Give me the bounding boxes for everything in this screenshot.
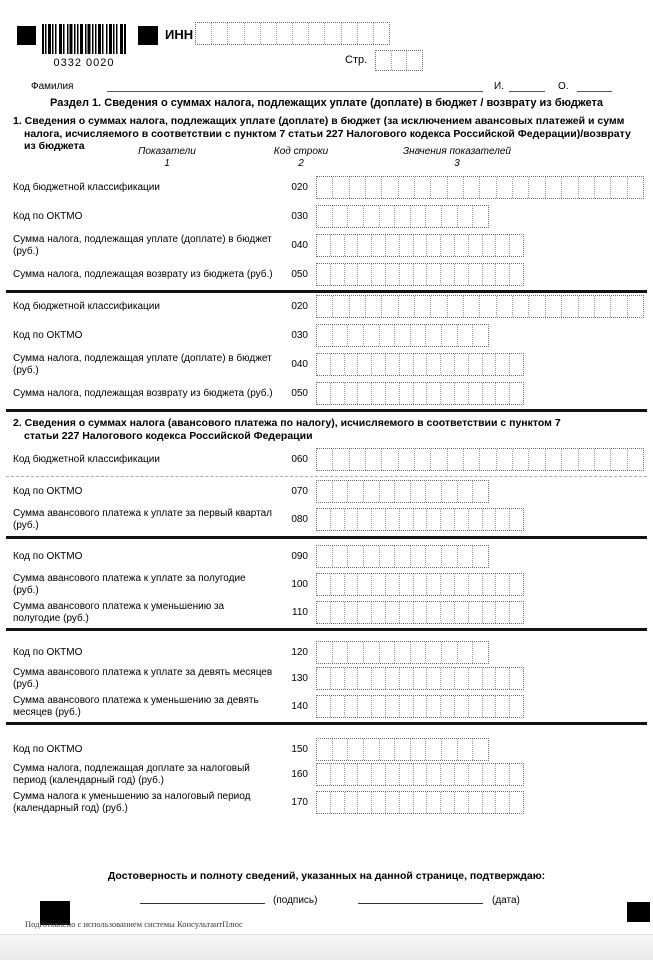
column-header-indicators: Показатели 1 bbox=[138, 146, 196, 169]
field-070[interactable] bbox=[316, 480, 489, 503]
row-code: 050 bbox=[291, 388, 308, 399]
row-label: Код бюджетной классификации bbox=[13, 300, 160, 312]
table-row bbox=[13, 763, 524, 786]
initial-i-label: И. bbox=[494, 81, 504, 92]
block-divider bbox=[6, 290, 647, 293]
field-110[interactable] bbox=[316, 601, 524, 624]
row-label: Сумма авансового платежа к уменьшению за полугодие (руб.) bbox=[13, 601, 225, 624]
row-code: 040 bbox=[291, 359, 308, 370]
block-divider bbox=[6, 536, 647, 539]
row-label: Код по ОКТМО bbox=[13, 550, 83, 562]
row-code: 070 bbox=[291, 486, 308, 497]
inn-label: ИНН bbox=[165, 27, 194, 42]
barcode bbox=[42, 24, 126, 54]
table-row bbox=[13, 324, 489, 347]
initial-o-input-line[interactable] bbox=[577, 91, 612, 92]
page-number-field[interactable] bbox=[375, 50, 423, 71]
dashed-divider bbox=[6, 476, 647, 477]
table-row bbox=[13, 205, 489, 228]
row-label: Сумма авансового платежа к уплате за первый квартал (руб.) bbox=[13, 508, 273, 531]
table-row bbox=[13, 448, 644, 471]
part2-heading: 2. Сведения о суммах налога (авансового платежа по налогу), исчисляемого в соответствии с пунктом 7 статьи 227 Налогового кодекса Российской Федерации bbox=[13, 417, 561, 442]
field-050-2[interactable] bbox=[316, 382, 524, 405]
row-code: 120 bbox=[291, 647, 308, 658]
row-label: Код бюджетной классификации bbox=[13, 181, 160, 193]
row-label: Код по ОКТМО bbox=[13, 743, 83, 755]
table-row bbox=[13, 353, 524, 376]
row-label: Сумма налога, подлежащая возврату из бюджета (руб.) bbox=[13, 387, 273, 399]
row-code: 020 bbox=[291, 182, 308, 193]
field-170[interactable] bbox=[316, 791, 524, 814]
row-code: 170 bbox=[291, 797, 308, 808]
row-code: 060 bbox=[291, 454, 308, 465]
row-label: Сумма налога, подлежащая возврату из бюджета (руб.) bbox=[13, 268, 273, 280]
row-code: 040 bbox=[291, 240, 308, 251]
registration-mark-top-left bbox=[17, 26, 36, 45]
signature-label: (подпись) bbox=[273, 895, 318, 906]
page-bottom-edge bbox=[0, 934, 653, 960]
row-label: Сумма налога, подлежащая уплате (доплате) в бюджет (руб.) bbox=[13, 353, 272, 376]
table-row bbox=[13, 641, 489, 664]
field-130[interactable] bbox=[316, 667, 524, 690]
field-150[interactable] bbox=[316, 738, 489, 761]
field-060[interactable] bbox=[316, 448, 644, 471]
row-label: Код по ОКТМО bbox=[13, 210, 83, 222]
table-row bbox=[13, 667, 524, 690]
row-code: 080 bbox=[291, 514, 308, 525]
field-080[interactable] bbox=[316, 508, 524, 531]
confirmation-statement: Достоверность и полноту сведений, указанных на данной странице, подтверждаю: bbox=[107, 870, 546, 882]
field-100[interactable] bbox=[316, 573, 524, 596]
table-row bbox=[13, 382, 524, 405]
column-header-line-code: Код строки 2 bbox=[273, 146, 329, 169]
row-code: 030 bbox=[291, 211, 308, 222]
row-label: Сумма налога к уменьшению за налоговый период (календарный год) (руб.) bbox=[13, 791, 251, 814]
field-140[interactable] bbox=[316, 695, 524, 718]
row-code: 110 bbox=[292, 607, 308, 618]
column-header-values: Значения показателей 3 bbox=[402, 146, 511, 169]
row-code: 150 bbox=[291, 744, 308, 755]
table-row bbox=[13, 601, 524, 624]
field-020-2[interactable] bbox=[316, 295, 644, 318]
field-160[interactable] bbox=[316, 763, 524, 786]
section-title: Раздел 1. Сведения о суммах налога, подлежащих уплате (доплате) в бюджет / возврату из бюджета bbox=[50, 97, 603, 109]
surname-label: Фамилия bbox=[31, 81, 74, 92]
inn-field[interactable] bbox=[195, 22, 390, 45]
table-row bbox=[13, 176, 644, 199]
table-row bbox=[13, 738, 489, 761]
row-code: 160 bbox=[291, 769, 308, 780]
page-number-label: Стр. bbox=[345, 54, 368, 66]
table-row bbox=[13, 263, 524, 286]
signature-input-line[interactable] bbox=[140, 903, 265, 904]
registration-mark-top-right bbox=[138, 26, 158, 45]
registration-mark-bottom-right bbox=[627, 902, 650, 922]
field-120[interactable] bbox=[316, 641, 489, 664]
row-label: Код бюджетной классификации bbox=[13, 453, 160, 465]
date-label: (дата) bbox=[492, 895, 520, 906]
row-code: 020 bbox=[291, 301, 308, 312]
table-row bbox=[13, 480, 489, 503]
row-label: Сумма налога, подлежащая доплате за налоговый период (календарный год) (руб.) bbox=[13, 763, 250, 786]
row-code: 030 bbox=[291, 330, 308, 341]
row-code: 140 bbox=[291, 701, 308, 712]
field-040[interactable] bbox=[316, 234, 524, 257]
row-label: Код по ОКТМО bbox=[13, 329, 83, 341]
surname-input-line[interactable] bbox=[107, 91, 483, 92]
field-040-2[interactable] bbox=[316, 353, 524, 376]
field-020[interactable] bbox=[316, 176, 644, 199]
table-row bbox=[13, 695, 524, 718]
row-label: Код по ОКТМО bbox=[13, 485, 83, 497]
date-input-line[interactable] bbox=[358, 903, 483, 904]
row-label: Сумма авансового платежа к уменьшению за девять месяцев (руб.) bbox=[13, 695, 259, 718]
row-code: 090 bbox=[291, 551, 308, 562]
initial-o-label: О. bbox=[558, 81, 569, 92]
table-row bbox=[13, 234, 524, 257]
table-row bbox=[13, 295, 644, 318]
barcode-digits: 0332 0020 bbox=[53, 57, 115, 69]
prepared-with-note: Подготовлено с использованием системы КонсультантПлюс bbox=[25, 919, 243, 929]
block-divider bbox=[6, 722, 647, 725]
field-090[interactable] bbox=[316, 545, 489, 568]
table-row bbox=[13, 545, 489, 568]
field-030[interactable] bbox=[316, 205, 489, 228]
part1-heading: 1. Сведения о суммах налога, подлежащих уплате (доплате) в бюджет (за исключением авансовых платежей и сумм налога, исчисляемого в соответствии с пунктом 7 статьи 227 Налогового кодекса Российской Федерации)/возврату из бюджета bbox=[13, 115, 631, 152]
row-label: Код по ОКТМО bbox=[13, 646, 83, 658]
row-label: Сумма авансового платежа к уплате за девять месяцев (руб.) bbox=[13, 667, 273, 690]
block-divider bbox=[6, 628, 647, 631]
field-030-2[interactable] bbox=[316, 324, 489, 347]
field-050[interactable] bbox=[316, 263, 524, 286]
row-code: 130 bbox=[291, 673, 308, 684]
row-label: Сумма налога, подлежащая уплате (доплате) в бюджет (руб.) bbox=[13, 234, 272, 257]
table-row bbox=[13, 573, 524, 596]
initial-i-input-line[interactable] bbox=[509, 91, 545, 92]
row-code: 100 bbox=[291, 579, 308, 590]
table-row bbox=[13, 508, 524, 531]
section-divider bbox=[6, 409, 647, 412]
table-row bbox=[13, 791, 524, 814]
row-code: 050 bbox=[291, 269, 308, 280]
row-label: Сумма авансового платежа к уплате за полугодие (руб.) bbox=[13, 573, 246, 596]
